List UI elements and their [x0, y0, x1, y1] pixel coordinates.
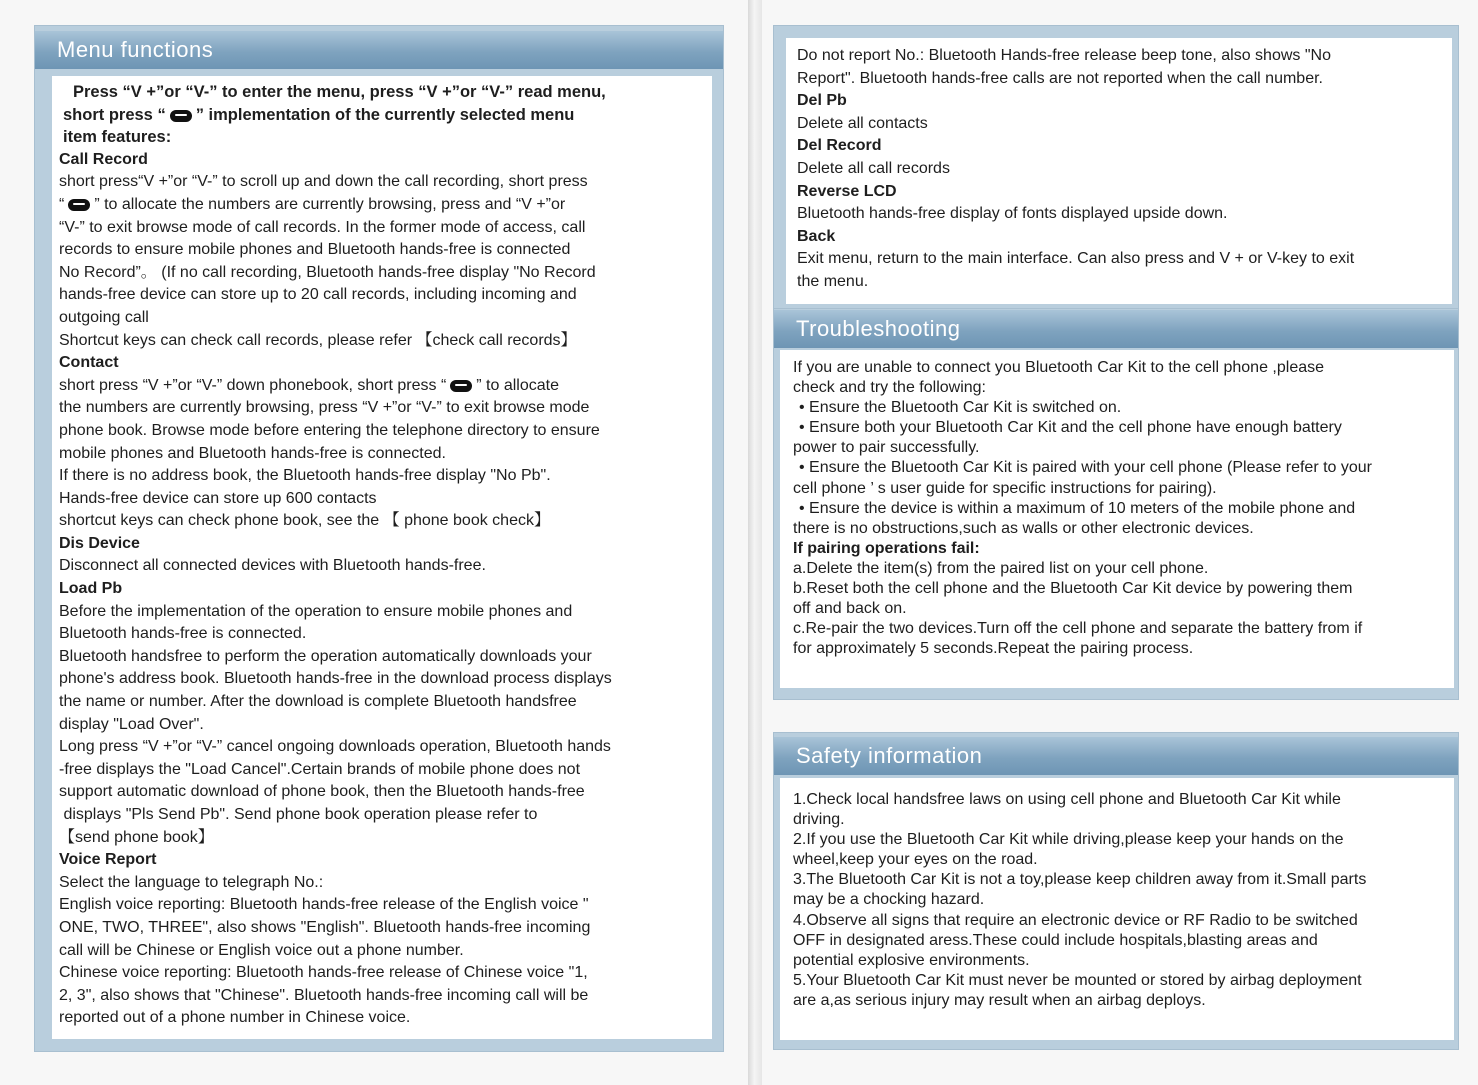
load-pb-line: Long press “V +”or “V-” cancel ongoing downloads operation, Bluetooth hands	[59, 738, 611, 756]
del-record-line: Delete all call records	[797, 159, 950, 177]
quote: “	[59, 195, 65, 213]
call-button-icon	[170, 110, 192, 122]
back-title: Back	[797, 227, 836, 245]
contact-line: the numbers are currently browsing, press “V +”or “V-” to exit browse mode	[59, 399, 590, 417]
pairing-fail-title: If pairing operations fail:	[793, 539, 980, 557]
contact-line: mobile phones and Bluetooth hands-free is connected.	[59, 444, 446, 462]
del-record-title: Del Record	[797, 137, 882, 155]
contact-line: shortcut keys can check phone book, see the 【 phone book check】	[59, 512, 550, 530]
safety-line: 3.The Bluetooth Car Kit is not a toy,please keep children away from it.Small parts	[793, 871, 1367, 889]
voice-report-line: 2, 3", also shows that "Chinese". Bluetooth hands-free incoming call will be	[59, 986, 589, 1004]
call-button-icon	[450, 380, 472, 392]
safety-line: driving.	[793, 811, 845, 829]
contact-line: Hands-free device can store up 600 contacts	[59, 489, 377, 507]
reverse-lcd-title: Reverse LCD	[797, 182, 897, 200]
safety-header-title: Safety information	[796, 743, 983, 768]
call-record-title: Call Record	[59, 150, 148, 168]
trouble-body	[793, 358, 1453, 659]
call-record-line: “V-” to exit browse mode of call records. In the former mode of access, call	[59, 218, 586, 236]
load-pb-line: displays "Pls Send Pb". Send phone book operation please refer to	[59, 806, 538, 823]
intro-line-2	[59, 104, 704, 127]
trouble-line: off and back on.	[793, 600, 907, 618]
trouble-line: cell phone ’ s user guide for specific instructions for pairing).	[793, 479, 1217, 497]
contact-text-2: ” to allocate	[476, 376, 559, 394]
del-pb-title: Del Pb	[797, 92, 847, 110]
dis-device-title: Dis Device	[59, 534, 140, 552]
trouble-line: power to pair successfully.	[793, 439, 980, 457]
load-pb-line: the name or number. After the download is complete Bluetooth handsfree	[59, 693, 577, 711]
back-line: Exit menu, return to the main interface. Can also press and V + or V-key to exit	[797, 250, 1355, 268]
intro-line-1: Press “V +”or “V-” to enter the menu, press “V +”or “V-” read menu,	[73, 83, 606, 101]
trouble-bullet: • Ensure both your Bluetooth Car Kit and the cell phone have enough battery	[793, 418, 1453, 438]
trouble-line: there is no obstructions,such as walls or other electronic devices.	[793, 519, 1254, 537]
trouble-bullet: • Ensure the Bluetooth Car Kit is paired with your cell phone (Please refer to your	[793, 458, 1453, 478]
safety-line: 5.Your Bluetooth Car Kit must never be mounted or stored by airbag deployment	[793, 971, 1362, 989]
voice-report-line: Chinese voice reporting: Bluetooth hands-free release of Chinese voice "1,	[59, 964, 588, 982]
safety-line: 1.Check local handsfree laws on using cell phone and Bluetooth Car Kit while	[793, 791, 1341, 808]
trouble-bullet: • Ensure the device is within a maximum of 10 meters of the mobile phone and	[793, 499, 1453, 519]
contact-line	[59, 375, 704, 398]
trouble-line: a.Delete the item(s) from the paired list on your cell phone.	[793, 559, 1209, 577]
safety-body	[793, 790, 1453, 1011]
voice-report-line: reported out of a phone number in Chinese voice.	[59, 1009, 411, 1027]
voice-report-line: Select the language to telegraph No.:	[59, 873, 324, 891]
menu-cont-body	[797, 45, 1447, 294]
voice-report-line: English voice reporting: Bluetooth hands-free release of the English voice "	[59, 896, 589, 914]
contact-line: If there is no address book, the Bluetooth hands-free display "No Pb".	[59, 467, 551, 485]
safety-line: OFF in designated aress.These could include hospitals,blasting areas and	[793, 931, 1318, 949]
call-record-line: records to ensure mobile phones and Bluetooth hands-free is connected	[59, 241, 571, 259]
menu-header	[35, 31, 723, 69]
load-pb-line: Bluetooth hands-free is connected.	[59, 625, 307, 643]
reverse-lcd-line: Bluetooth hands-free display of fonts displayed upside down.	[797, 205, 1228, 223]
del-pb-line: Delete all contacts	[797, 114, 928, 132]
safety-line: may be a chocking hazard.	[793, 891, 985, 909]
intro-text-2: ” implementation of the currently selected menu	[195, 105, 575, 124]
load-pb-line: Bluetooth handsfree to perform the operation automatically downloads your	[59, 647, 592, 665]
call-record-line: hands-free device can store up to 20 call records, including incoming and	[59, 286, 577, 304]
safety-line: wheel,keep your eyes on the road.	[793, 851, 1038, 869]
trouble-line: for approximately 5 seconds.Repeat the pairing process.	[793, 640, 1194, 658]
contact-line: phone book. Browse mode before entering the telephone directory to ensure	[59, 421, 600, 439]
menu-body	[59, 81, 704, 1030]
safety-line: potential explosive environments.	[793, 951, 1030, 969]
voice-report-line: ONE, TWO, THREE", also shows "English". Bluetooth hands-free incoming	[59, 918, 591, 936]
back-line: the menu.	[797, 272, 869, 290]
trouble-line: c.Re-pair the two devices.Turn off the cell phone and separate the battery from if	[793, 620, 1363, 638]
trouble-line: If you are unable to connect you Bluetooth Car Kit to the cell phone ,please	[793, 359, 1325, 376]
voice-report-title: Voice Report	[59, 851, 157, 869]
load-pb-line: -free displays the "Load Cancel".Certain brands of mobile phone does not	[59, 760, 581, 778]
call-record-line: No Record”。 (If no call recording, Bluetooth hands-free display "No Record	[59, 263, 596, 281]
menu-cont-line: Do not report No.: Bluetooth Hands-free release beep tone, also shows "No	[797, 47, 1331, 64]
call-record-line: outgoing call	[59, 308, 149, 326]
call-button-icon	[68, 199, 90, 211]
menu-header-title: Menu functions	[57, 37, 214, 62]
page-fold	[748, 0, 762, 1085]
load-pb-line: 【send phone book】	[59, 828, 214, 846]
safety-line: are a,as serious injury may result when an airbag deploys.	[793, 991, 1206, 1009]
contact-text: short press “V +”or “V-” down phonebook, short press “	[59, 376, 447, 394]
load-pb-line: display "Load Over".	[59, 715, 204, 733]
load-pb-line: Before the implementation of the operation to ensure mobile phones and	[59, 602, 573, 620]
dis-device-line: Disconnect all connected devices with Bluetooth hands-free.	[59, 557, 486, 575]
contact-title: Contact	[59, 354, 119, 372]
call-record-line	[59, 194, 704, 217]
call-record-line: Shortcut keys can check call records, please refer 【check call records】	[59, 331, 577, 349]
trouble-header	[774, 310, 1458, 348]
safety-line: 2.If you use the Bluetooth Car Kit while driving,please keep your hands on the	[793, 831, 1344, 849]
load-pb-line: support automatic download of phone book, then the Bluetooth hands-free	[59, 783, 585, 801]
menu-cont-line: Report". Bluetooth hands-free calls are not reported when the call number.	[797, 69, 1323, 87]
intro-text: short press “	[63, 105, 166, 124]
trouble-header-title: Troubleshooting	[796, 316, 961, 341]
call-record-line: short press“V +”or “V-” to scroll up and down the call recording, short press	[59, 173, 588, 191]
trouble-bullet: • Ensure the Bluetooth Car Kit is switched on.	[793, 398, 1453, 418]
trouble-line: check and try the following:	[793, 379, 986, 397]
load-pb-line: phone's address book. Bluetooth hands-free in the download process displays	[59, 670, 612, 688]
safety-header	[774, 737, 1458, 775]
trouble-line: b.Reset both the cell phone and the Bluetooth Car Kit device by powering them	[793, 580, 1353, 598]
intro-line-3: item features:	[63, 128, 172, 147]
voice-report-line: call will be Chinese or English voice out a phone number.	[59, 941, 464, 959]
call-record-text: ” to allocate the numbers are currently browsing, press and “V +”or	[94, 195, 566, 213]
safety-line: 4.Observe all signs that require an electronic device or RF Radio to be switched	[793, 911, 1358, 929]
load-pb-title: Load Pb	[59, 580, 123, 598]
